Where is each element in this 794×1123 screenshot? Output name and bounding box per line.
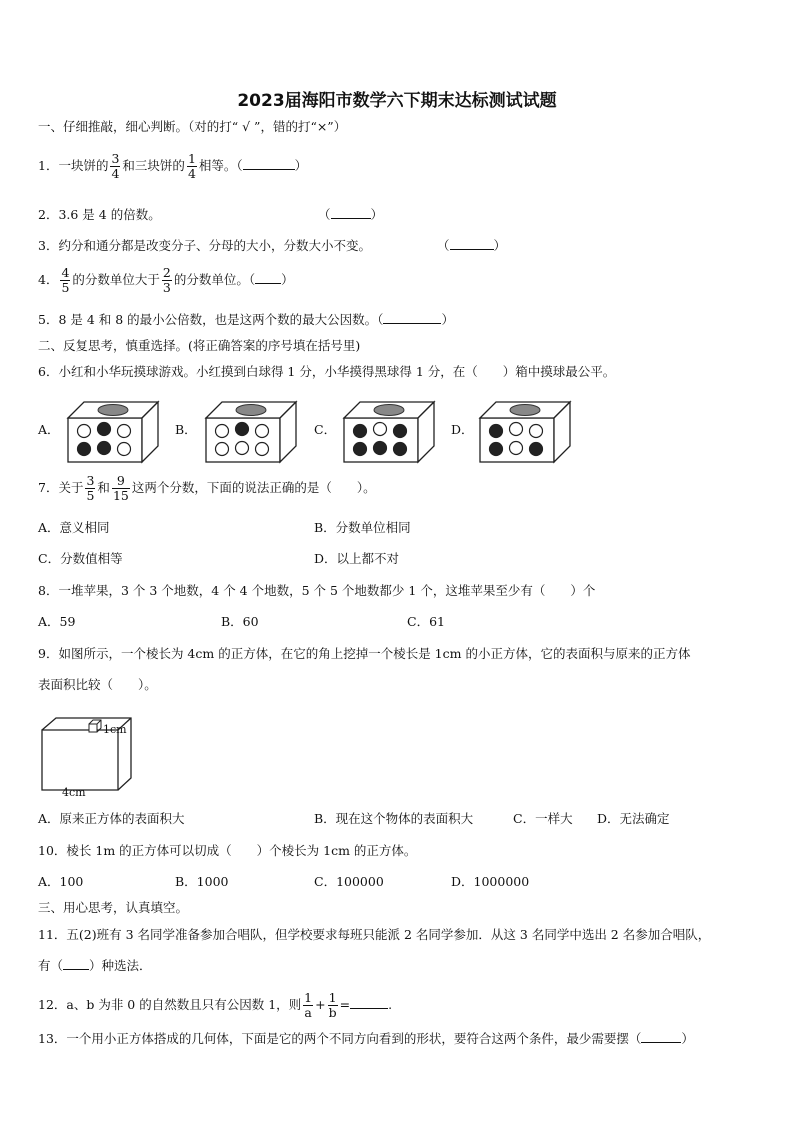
black-ball bbox=[394, 425, 407, 438]
label-1cm: 1cm bbox=[103, 723, 127, 736]
black-ball bbox=[98, 442, 111, 455]
fraction: $\frac{9}{15}$ bbox=[112, 473, 129, 503]
option-10a[interactable]: A．100 bbox=[38, 874, 84, 889]
option-10b[interactable]: B．1000 bbox=[175, 874, 229, 889]
fraction: $\frac{2}{3}$ bbox=[162, 265, 171, 295]
answer-blank[interactable] bbox=[450, 249, 494, 250]
option-8b[interactable]: B．60 bbox=[221, 614, 259, 629]
ball-box-c bbox=[338, 398, 438, 466]
answer-blank[interactable] bbox=[243, 169, 295, 170]
option-label-c[interactable]: C． bbox=[314, 422, 337, 437]
question-9: 9．如图所示，一个棱长为 4cm 的正方体，在它的角上挖掉一个棱长是 1cm 的小正方体，它的表面积与原来的正方体 bbox=[38, 646, 691, 661]
white-ball bbox=[530, 425, 543, 438]
option-7b[interactable]: B．分数单位相同 bbox=[314, 520, 411, 535]
question-11-line2: 有（ ）种选法． bbox=[38, 958, 152, 973]
option-9c[interactable]: C．一样大 bbox=[513, 811, 573, 826]
answer-blank[interactable] bbox=[255, 283, 281, 284]
answer-blank[interactable] bbox=[331, 218, 371, 219]
answer-blank[interactable] bbox=[383, 323, 441, 324]
question-9-line2: 表面积比较（ ）。 bbox=[38, 677, 157, 692]
white-ball bbox=[118, 425, 131, 438]
fraction: $\frac{3}{5}$ bbox=[86, 473, 95, 503]
question-12: 12．a、b 为非 0 的自然数且只有公因数 1，则 $\frac{1}{a}$ + $\frac{1}{b}$ = . bbox=[38, 990, 393, 1020]
option-label-d[interactable]: D． bbox=[451, 422, 474, 437]
option-label-a[interactable]: A． bbox=[38, 422, 60, 437]
black-ball bbox=[394, 443, 407, 456]
question-1: 1．一块饼的 $\frac{3}{4}$ 和三块饼的 $\frac{1}{4}$ 相等。（ ） bbox=[38, 151, 308, 181]
black-ball bbox=[354, 443, 367, 456]
question-6: 6．小红和小华玩摸球游戏。小红摸到白球得 1 分，小华摸得黑球得 1 分，在（ ）箱中摸球最公平。 bbox=[38, 364, 616, 379]
fraction: $\frac{3}{4}$ bbox=[111, 151, 120, 181]
question-3-answer: （ ） bbox=[437, 238, 507, 253]
box-hole bbox=[510, 405, 540, 416]
answer-blank[interactable] bbox=[641, 1042, 681, 1043]
fraction: $\frac{4}{5}$ bbox=[61, 265, 70, 295]
white-ball bbox=[256, 443, 269, 456]
option-7d[interactable]: D．以上都不对 bbox=[314, 551, 400, 566]
question-5: 5．8 是 4 和 8 的最小公倍数，也是这两个数的最大公因数。（ ） bbox=[38, 312, 454, 327]
white-ball bbox=[118, 443, 131, 456]
option-9a[interactable]: A．原来正方体的表面积大 bbox=[38, 811, 185, 826]
ball-box-a bbox=[62, 398, 162, 466]
question-10: 10．棱长 1m 的正方体可以切成（ ）个棱长为 1cm 的正方体。 bbox=[38, 843, 417, 858]
option-10c[interactable]: C．100000 bbox=[314, 874, 384, 889]
box-hole bbox=[374, 405, 404, 416]
white-ball bbox=[216, 443, 229, 456]
black-ball bbox=[490, 425, 503, 438]
white-ball bbox=[510, 423, 523, 436]
question-4: 4． $\frac{4}{5}$ 的分数单位大于 $\frac{2}{3}$ 的分数单位。（ ） bbox=[38, 265, 294, 295]
label-4cm: 4cm bbox=[62, 786, 86, 799]
question-8: 8．一堆苹果，3 个 3 个地数，4 个 4 个地数，5 个 5 个地数都少 1 个，这堆苹果至少有（ ）个 bbox=[38, 583, 596, 598]
black-ball bbox=[374, 442, 387, 455]
question-3: 3．约分和通分都是改变分子、分母的大小，分数大小不变。 bbox=[38, 238, 371, 253]
option-9d[interactable]: D．无法确定 bbox=[597, 811, 670, 826]
black-ball bbox=[530, 443, 543, 456]
option-label-b[interactable]: B． bbox=[175, 422, 197, 437]
fraction: $\frac{1}{4}$ bbox=[187, 151, 196, 181]
fraction: $\frac{1}{b}$ bbox=[328, 990, 337, 1020]
question-2-answer: （ ） bbox=[318, 207, 384, 222]
question-13: 13．一个用小正方体搭成的几何体，下面是它的两个不同方向看到的形状，要符合这两个条件，最少需要摆（ ） bbox=[38, 1031, 694, 1046]
black-ball bbox=[236, 423, 249, 436]
question-2: 2．3.6 是 4 的倍数。 bbox=[38, 207, 161, 222]
white-ball bbox=[216, 425, 229, 438]
white-ball bbox=[256, 425, 269, 438]
ball-box-d bbox=[474, 398, 574, 466]
answer-blank[interactable] bbox=[63, 969, 89, 970]
white-ball bbox=[510, 442, 523, 455]
section-3-heading: 三、用心思考，认真填空。 bbox=[38, 900, 189, 915]
black-ball bbox=[354, 425, 367, 438]
black-ball bbox=[490, 443, 503, 456]
option-8a[interactable]: A．59 bbox=[38, 614, 76, 629]
section-1-heading: 一、仔细推敲，细心判断。（对的打“ √ ”，错的打“×”） bbox=[38, 119, 347, 134]
section-2-heading: 二、反复思考，慎重选择。(将正确答案的序号填在括号里) bbox=[38, 338, 361, 353]
black-ball bbox=[78, 443, 91, 456]
ball-box-b bbox=[200, 398, 300, 466]
option-10d[interactable]: D．1000000 bbox=[451, 874, 530, 889]
answer-blank[interactable] bbox=[350, 1008, 388, 1009]
option-7a[interactable]: A．意义相同 bbox=[38, 520, 110, 535]
page-title: 2023届海阳市数学六下期末达标测试试题 bbox=[237, 91, 557, 111]
box-hole bbox=[98, 405, 128, 416]
fraction: $\frac{1}{a}$ bbox=[304, 990, 313, 1020]
white-ball bbox=[236, 442, 249, 455]
option-9b[interactable]: B．现在这个物体的表面积大 bbox=[314, 811, 474, 826]
box-hole bbox=[236, 405, 266, 416]
option-8c[interactable]: C．61 bbox=[407, 614, 445, 629]
question-number: 1． bbox=[38, 158, 59, 173]
white-ball bbox=[374, 423, 387, 436]
question-11: 11．五(2)班有 3 名同学准备参加合唱队，但学校要求每班只能派 2 名同学参加．从这 3 名同学中选出 2 名参加合唱队， bbox=[38, 927, 711, 942]
question-7: 7．关于 $\frac{3}{5}$ 和 $\frac{9}{15}$ 这两个分数，下面的说法正确的是（ ）。 bbox=[38, 473, 376, 503]
white-ball bbox=[78, 425, 91, 438]
option-7c[interactable]: C．分数值相等 bbox=[38, 551, 123, 566]
black-ball bbox=[98, 423, 111, 436]
